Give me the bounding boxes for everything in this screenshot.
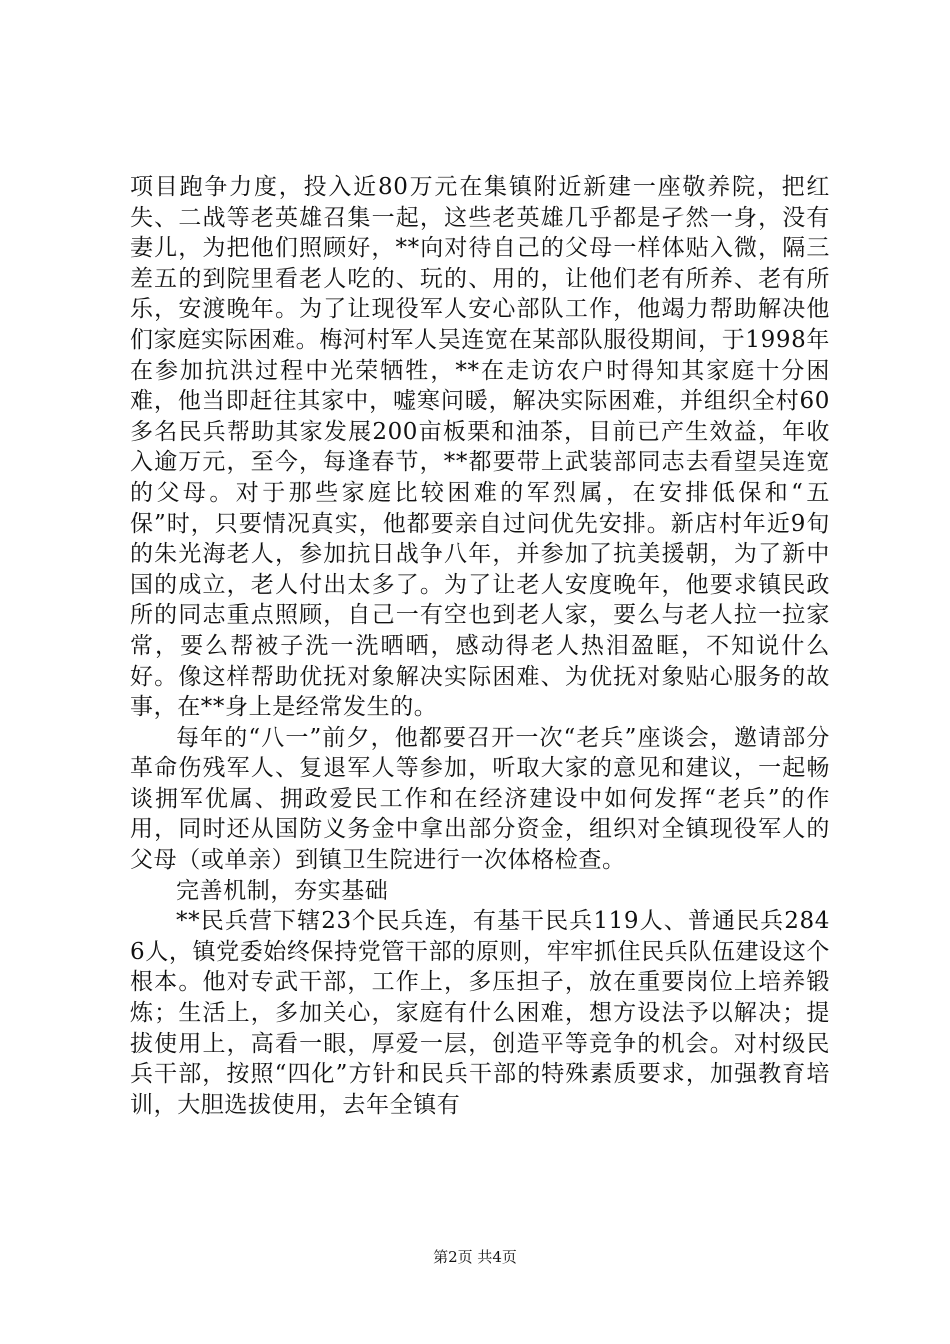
paragraph-welfare: 项目跑争力度，投入近80万元在集镇附近新建一座敬养院，把红失、二战等老英雄召集一起，这些老英雄几乎都是孑然一身，没有妻儿，为把他们照顾好，**向对待自己的父母一样体贴入微，隔三差五的到院里看老人吃的、玩的、用的，让他们老有所养、老有所乐，安渡晚年。为了让现役军人安心部队工作，他竭力帮助解决他们家庭实际困难。梅河村军人吴连宽在某部队服役期间，于1998年在参加抗洪过程中光荣牺牲，**在走访农户时得知其家庭十分困难，他当即赶往其家中，嘘寒问暖，解决实际困难，并组织全村60多名民兵帮助其家发展200亩板栗和油茶，目前已产生效益，年收入逾万元，至今，每逢春节，**都要带上武装部同志去看望吴连宽的父母。对于那些家庭比较困难的军烈属，在安排低保和“五保”时，只要情况真实，他都要亲自过问优先安排。新店村年近9旬的朱光海老人，参加抗日战争八年，并参加了抗美援朝，为了新中国的成立，老人付出太多了。为了让老人安度晚年，他要求镇民政所的同志重点照顾，自己一有空也到老人家，要么与老人拉一拉家常，要么帮被子洗一洗晒晒，感动得老人热泪盈眶，不知说什么好。像这样帮助优抚对象解决实际困难、为优抚对象贴心服务的故事，在**身上是经常发生的。	[130, 174, 830, 721]
paragraph-veterans-meeting: 每年的“八一”前夕，他都要召开一次“老兵”座谈会，邀请部分革命伤残军人、复退军人等参加，听取大家的意见和建议，一起畅谈拥军优属、拥政爱民工作和在经济建设中如何发挥“老兵”的作用，同时还从国防义务金中拿出部分资金，组织对全镇现役军人的父母（或单亲）到镇卫生院进行一次体格检查。	[130, 724, 830, 874]
paragraph-militia: **民兵营下辖23个民兵连，有基干民兵119人、普通民兵2846人，镇党委始终保持党管干部的原则，牢牢抓住民兵队伍建设这个根本。他对专武干部，工作上，多压担子，放在重要岗位上培养锻炼；生活上，多加关心，家庭有什么困难，想方设法予以解决；提拔使用上，高看一眼，厚爱一层，创造平等竞争的机会。对村级民兵干部，按照“四化”方针和民兵干部的特殊素质要求，加强教育培训，大胆选拔使用，去年全镇有	[130, 908, 830, 1118]
document-body	[130, 172, 830, 1120]
section-heading: 完善机制，夯实基础	[176, 877, 389, 904]
page-number-footer: 第2页 共4页	[433, 1248, 517, 1266]
